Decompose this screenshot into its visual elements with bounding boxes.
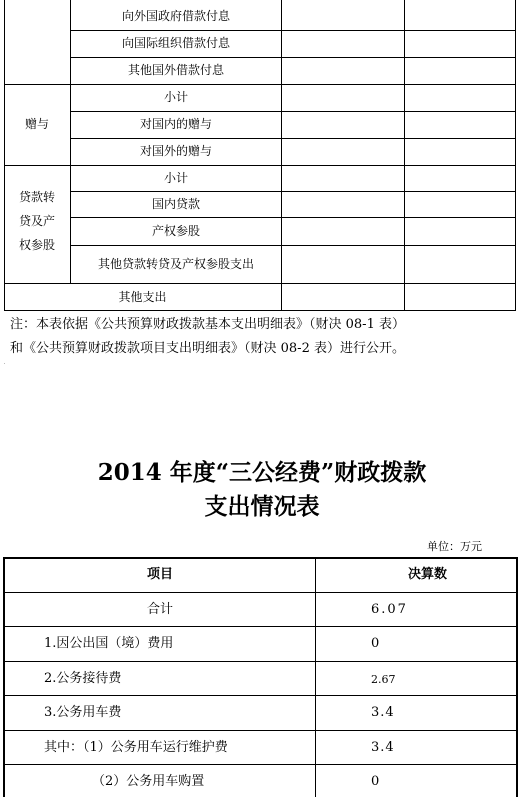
row-item: 2.公务接待费	[44, 671, 122, 686]
page-title-line1: 2014 年度“三公经费”财政拨款	[97, 459, 427, 486]
row-item: 向外国政府借款付息	[121, 9, 230, 23]
row-item: 对国内的赠与	[139, 117, 212, 131]
group-label-gift: 赠与	[24, 117, 49, 131]
row-item: 向国际组织借款付息	[121, 36, 230, 50]
row-value: 0	[371, 636, 380, 651]
note-line2: 和《公共预算财政拨款项目支出明细表》（财决 08-2 表）进行公开。	[10, 341, 405, 356]
row-value: 3.4	[371, 705, 395, 720]
note-line1: 注：本表依据《公共预算财政拨款基本支出明细表》（财决 08-1 表）	[10, 317, 405, 332]
row-item: 对国外的赠与	[139, 144, 212, 158]
row-value-total: 6.07	[371, 602, 408, 617]
group-label-loan-line2: 贷及产	[18, 214, 55, 228]
row-value: 0	[371, 774, 380, 789]
row-item: 小计	[163, 90, 188, 104]
row-value: 2.67	[371, 673, 396, 686]
row-item: 其他支出	[118, 290, 167, 304]
row-item: 其他国外借款付息	[127, 63, 224, 77]
group-label-loan-line1: 贷款转	[18, 190, 55, 204]
row-item-total: 合计	[146, 602, 173, 617]
row-item: 3.公务用车费	[44, 705, 122, 720]
row-item: 1.因公出国（境）费用	[44, 636, 174, 651]
unit-label: 单位：万元	[427, 540, 482, 553]
row-item: 国内贷款	[151, 197, 200, 211]
row-item: （2）公务用车购置	[92, 774, 205, 789]
row-item: 其他贷款转贷及产权参股支出	[97, 257, 254, 271]
page-title-line2: 支出情况表	[204, 493, 320, 520]
row-item: 其中：（1）公务用车运行维护费	[44, 740, 228, 755]
row-item: 小计	[163, 171, 188, 185]
row-value: 3.4	[371, 740, 395, 755]
header-item: 项目	[146, 567, 173, 582]
group-label-loan-line3: 权参股	[18, 238, 55, 252]
row-item: 产权参股	[151, 224, 200, 238]
header-value: 决算数	[408, 567, 448, 582]
